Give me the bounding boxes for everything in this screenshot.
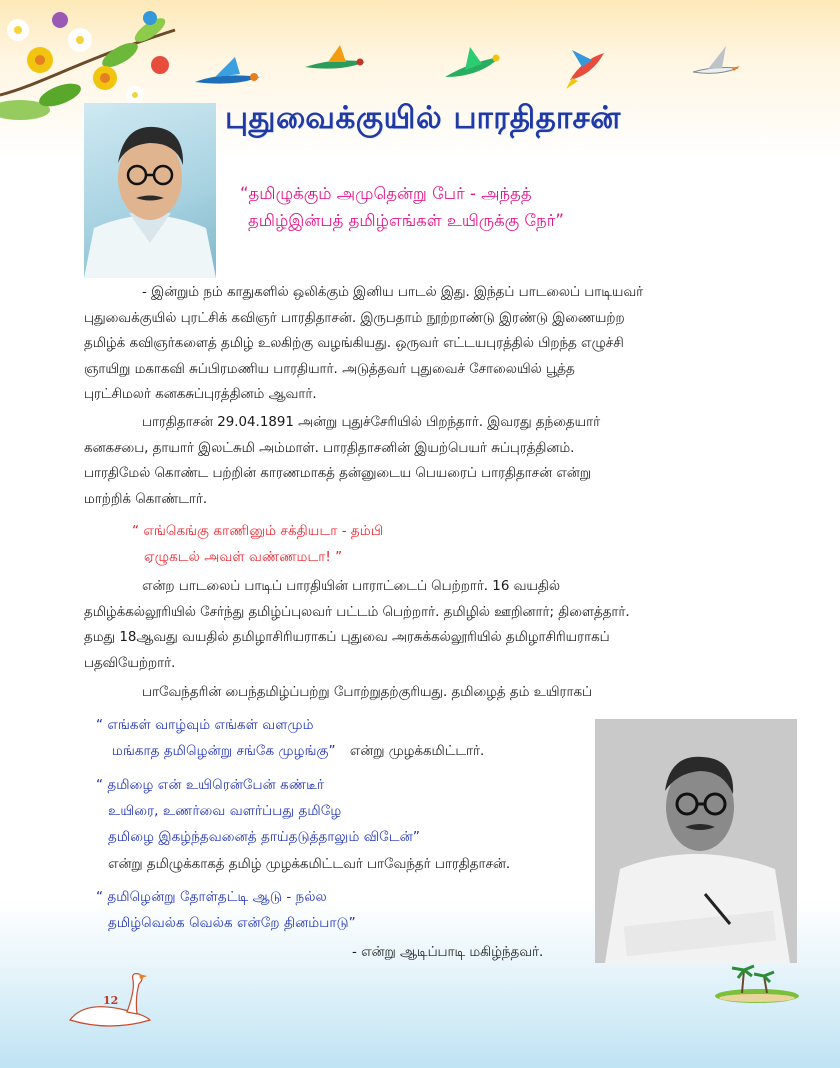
text-line: பாவேந்தரின் பைந்தமிழ்ப்பற்று போற்றுதற்குரியது. தமிழைத் தம் உயிராகப் (142, 685, 592, 700)
page-title: புதுவைக்குயில் பாரதிதாசன் (225, 100, 621, 136)
paragraph-devotion (84, 680, 743, 706)
quote-line: “ தமிழை என் உயிரென்பேன் கண்டீர் (96, 777, 325, 793)
quote-c (96, 884, 356, 936)
text-line: மாற்றிக் கொண்டார். (84, 491, 208, 507)
text-line: பாரதிமேல் கொண்ட பற்றின் காரணமாகத் தன்னுடைய பெயரைப் பாரதிதாசன் என்று (84, 466, 591, 482)
quote-c-after: - என்று ஆடிப்பாடி மகிழ்ந்தவர். (352, 945, 544, 960)
quote-line: “ எங்கள் வாழ்வும் எங்கள் வளமும் (96, 717, 314, 733)
text-line: ஞாயிறு மகாகவி சுப்பிரமணிய பாரதியார். அடுத்தவர் புதுவைச் சோலையில் பூத்த (84, 361, 575, 377)
text-line: புதுவைக்குயில் புரட்சிக் கவிஞர் பாரதிதாசன். இருபதாம் நூற்றாண்டு இரண்டு இணையற்ற (84, 310, 625, 326)
quote-b-after: என்று தமிழுக்காகத் தமிழ் முழக்கமிட்டவர் பாவேந்தர் பாரதிதாசன். (108, 857, 511, 872)
bird-icon (300, 42, 370, 82)
text-line: தமிழ்க்கல்லூரியில் சேர்ந்து தமிழ்ப்புலவர் பட்டம் பெற்றார். தமிழில் ஊறினார்; திளைத்தார். (84, 604, 630, 620)
top-quote-line: “தமிழுக்கும் அமுதென்று பேர் - அந்தத் (240, 184, 532, 203)
top-quote (240, 180, 564, 234)
text-line: தமது 18ஆவது வயதில் தமிழாசிரியராகப் புதுவை அரசுக்கல்லூரியில் தமிழாசிரியராகப் (84, 630, 610, 646)
quote-tail: என்று முழக்கமிட்டார். (349, 744, 485, 759)
paragraph-birth (84, 410, 743, 512)
text-line: பதவியேற்றார். (84, 655, 176, 671)
text-line: தமிழ்க் கவிஞர்களைத் தமிழ் உலகிற்கு வழங்கியது. ஒருவர் எட்டயபுரத்தில் பிறந்த எழுச்சி (84, 336, 624, 352)
bird-icon (190, 52, 265, 97)
quote-line: ஏழுகடல் அவள் வண்ணமடா! ” (144, 549, 343, 565)
text-line: கனகசபை, தாயார் இலட்சுமி அம்மாள். பாரதிதாசனின் இயற்பெயர் சுப்புரத்தினம். (84, 440, 575, 456)
quote-line: மங்காத தமிழென்று சங்கே முழங்கு” (112, 743, 336, 759)
bird-icon (688, 42, 743, 87)
quote-a (96, 712, 484, 765)
text-line: புரட்சிமலர் கனகசுப்புரத்தினம் ஆவார். (84, 387, 317, 403)
page-number: 12 (103, 994, 119, 1007)
text-line: - இன்றும் நம் காதுகளில் ஒலிக்கும் இனிய பாடல் இது. இந்தப் பாடலைப் பாடியவர் (142, 285, 644, 300)
quote-b (96, 772, 420, 850)
paragraph-education (84, 574, 743, 676)
red-quote (132, 518, 383, 570)
portrait-image (595, 719, 797, 963)
quote-line: உயிரை, உணர்வை வளர்ப்பது தமிழே (108, 803, 342, 819)
quote-line: “ தமிழென்று தோள்தட்டி ஆடு - நல்ல (96, 889, 327, 905)
paragraph-intro (84, 280, 743, 408)
quote-line: தமிழை இகழ்ந்தவனைத் தாய்தடுத்தாலும் விடேன்” (108, 829, 420, 845)
text-line: என்ற பாடலைப் பாடிப் பாரதியின் பாராட்டைப் பெற்றார். 16 வயதில் (142, 579, 560, 594)
top-quote-line: தமிழ்இன்பத் தமிழ்எங்கள் உயிருக்கு நேர்” (248, 211, 564, 230)
island-icon (712, 958, 802, 1003)
quote-line: “ எங்கெங்கு காணினும் சக்தியடா - தம்பி (132, 523, 384, 539)
bird-icon (562, 45, 612, 90)
bird-icon (440, 42, 505, 92)
text-line: பாரதிதாசன் 29.04.1891 அன்று புதுச்சேரியில் பிறந்தார். இவரது தந்தையார் (142, 415, 601, 430)
quote-line: தமிழ்வெல்க வெல்க என்றே தினம்பாடு” (108, 915, 356, 931)
portrait-image (84, 103, 216, 278)
